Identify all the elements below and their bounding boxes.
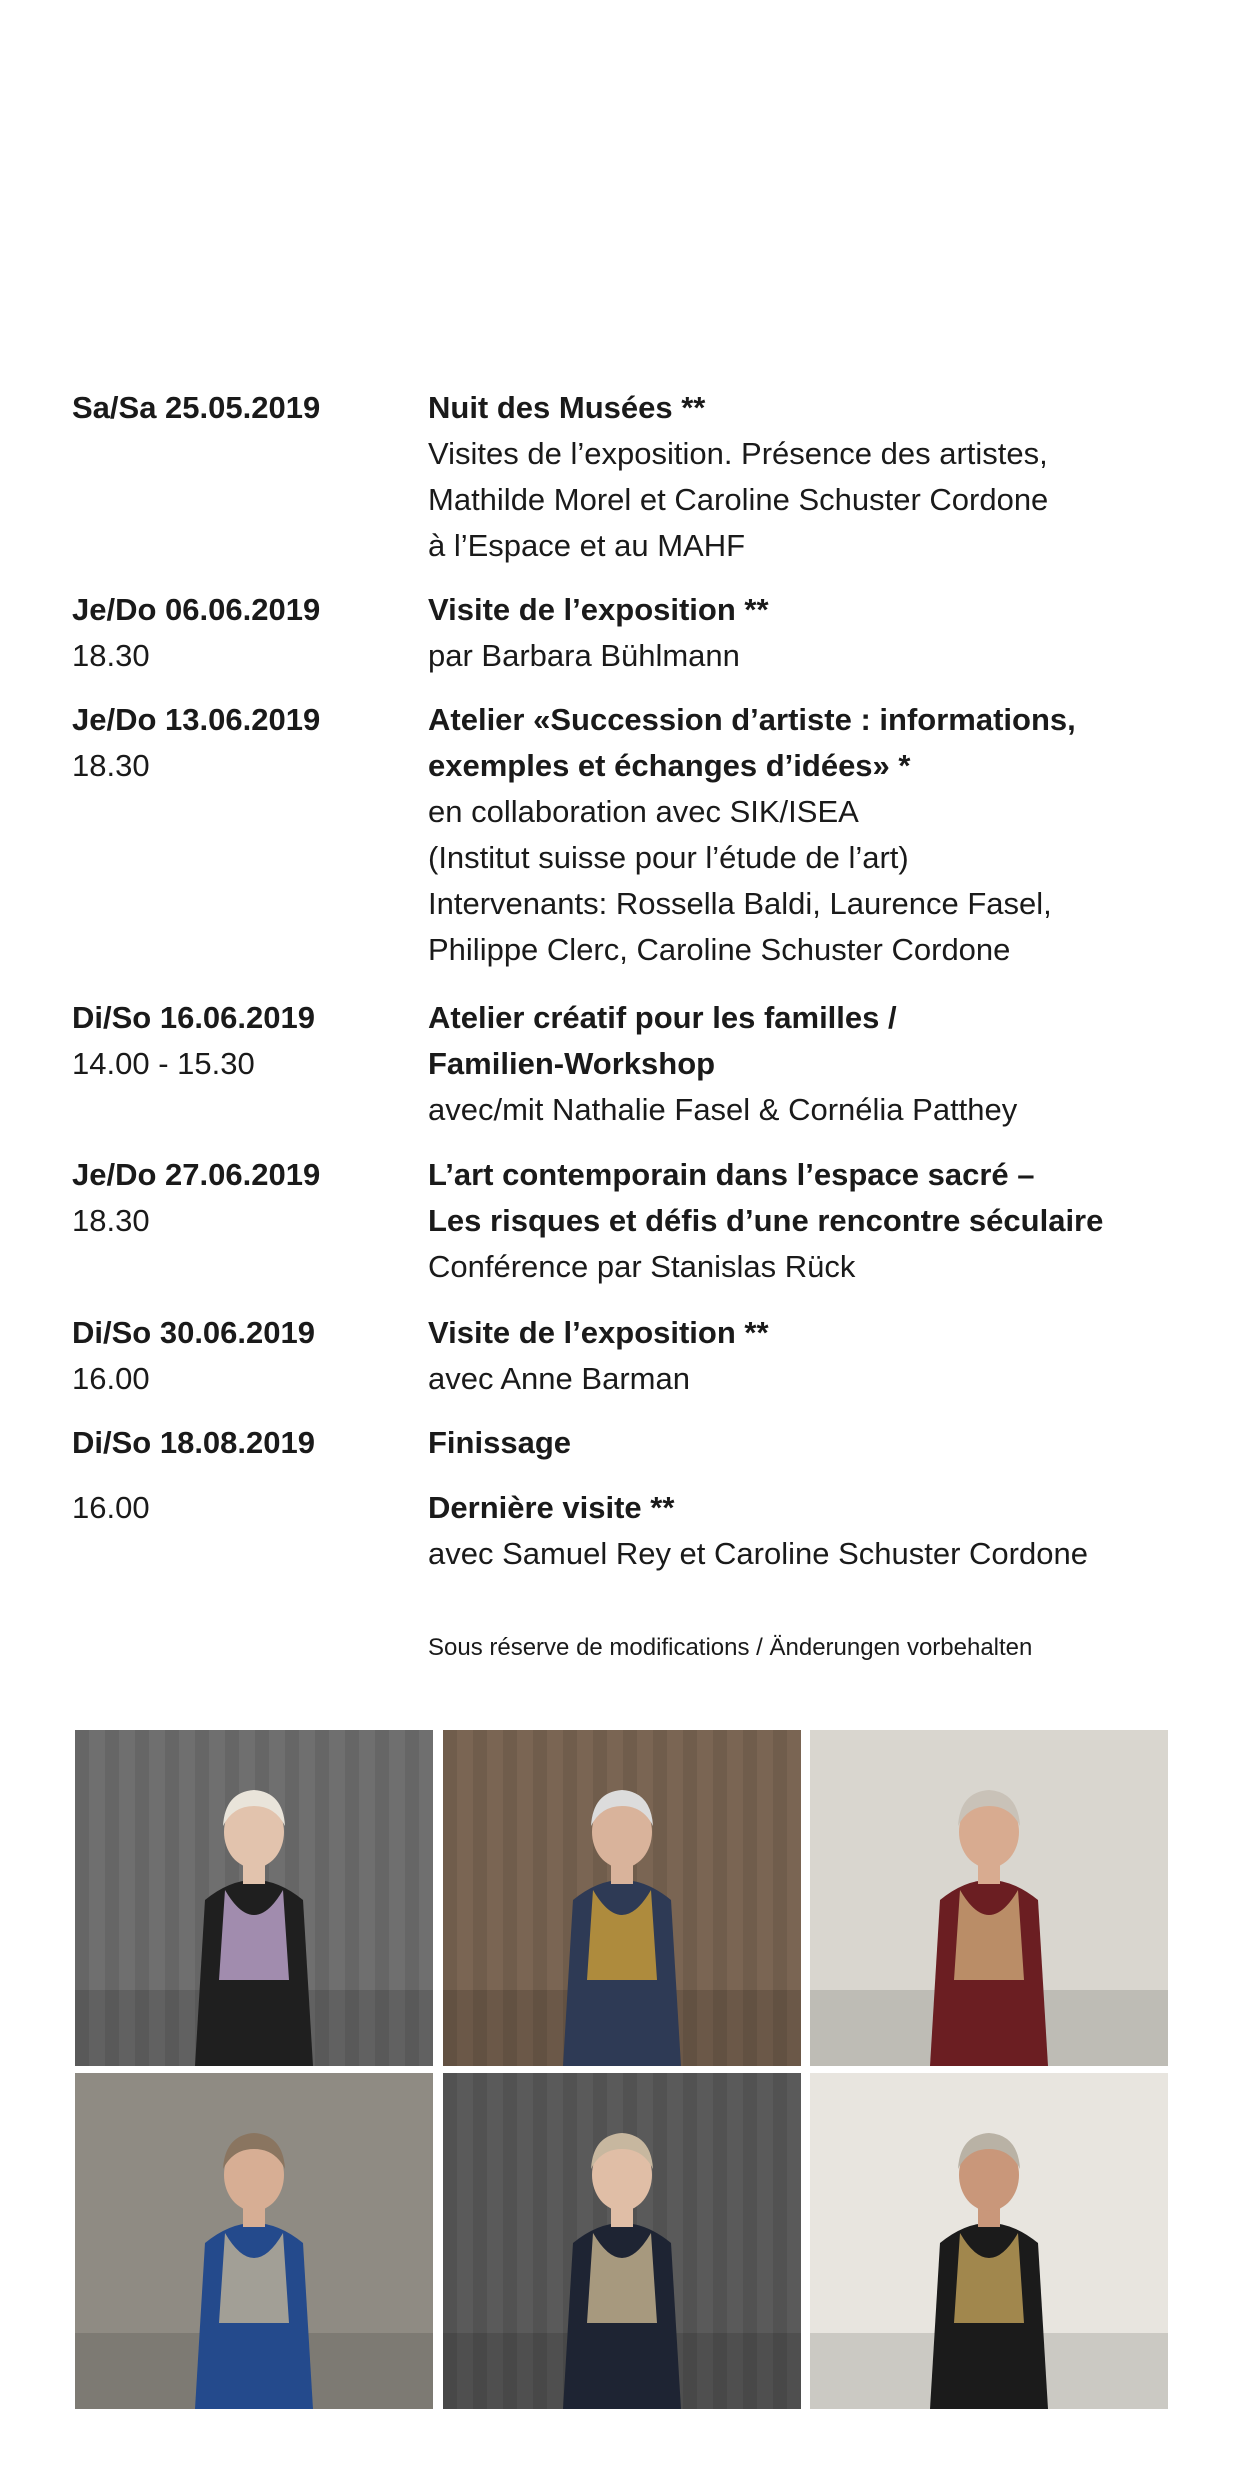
portrait-woman-scarf xyxy=(75,1730,433,2066)
event-description: avec Samuel Rey et Caroline Schuster Cordone xyxy=(428,1536,1088,1571)
disclaimer-note: Sous réserve de modifications / Änderungen vorbehalten xyxy=(428,1634,1033,1661)
event-date: Di/So 18.08.2019 xyxy=(72,1425,315,1460)
event-time: 18.30 xyxy=(72,638,150,673)
event-title: Visite de l’exposition ** xyxy=(428,1315,769,1350)
event-description: avec Anne Barman xyxy=(428,1361,690,1396)
event-title: Nuit des Musées ** xyxy=(428,390,706,425)
event-title: Atelier créatif pour les familles / xyxy=(428,1000,897,1035)
event-time: 16.00 xyxy=(72,1361,150,1396)
portrait-man-black-tshirt xyxy=(810,2073,1168,2409)
portrait-man-red-cardigan xyxy=(810,1730,1168,2066)
event-title: L’art contemporain dans l’espace sacré – xyxy=(428,1157,1035,1192)
portrait-woman-patterned-scarf xyxy=(443,2073,801,2409)
event-time: 14.00 - 15.30 xyxy=(72,1046,255,1081)
event-time: 18.30 xyxy=(72,1203,150,1238)
event-description: (Institut suisse pour l’étude de l’art) xyxy=(428,840,909,875)
event-description: Mathilde Morel et Caroline Schuster Cordone xyxy=(428,482,1049,517)
event-description: Philippe Clerc, Caroline Schuster Cordone xyxy=(428,932,1011,967)
event-title: Familien-Workshop xyxy=(428,1046,716,1081)
event-date: Di/So 16.06.2019 xyxy=(72,1000,315,1035)
event-date: Sa/Sa 25.05.2019 xyxy=(72,390,321,425)
event-date: Di/So 30.06.2019 xyxy=(72,1315,315,1350)
event-description: par Barbara Bühlmann xyxy=(428,638,740,673)
event-description: à l’Espace et au MAHF xyxy=(428,528,746,563)
event-description: en collaboration avec SIK/ISEA xyxy=(428,794,859,829)
event-title: exemples et échanges d’idées» * xyxy=(428,748,911,783)
event-description: Visites de l’exposition. Présence des artistes, xyxy=(428,436,1048,471)
event-description: Intervenants: Rossella Baldi, Laurence Fasel, xyxy=(428,886,1052,921)
event-date: Je/Do 13.06.2019 xyxy=(72,702,321,737)
portrait-man-seated-workshop xyxy=(443,1730,801,2066)
event-time: 16.00 xyxy=(72,1490,150,1525)
event-title: Les risques et défis d’une rencontre séculaire xyxy=(428,1203,1104,1238)
event-title: Visite de l’exposition ** xyxy=(428,592,769,627)
event-title: Atelier «Succession d’artiste : informations, xyxy=(428,702,1076,737)
event-description: Conférence par Stanislas Rück xyxy=(428,1249,856,1284)
event-date: Je/Do 06.06.2019 xyxy=(72,592,321,627)
event-title: Finissage xyxy=(428,1425,571,1460)
event-date: Je/Do 27.06.2019 xyxy=(72,1157,321,1192)
portrait-man-blue-sweater xyxy=(75,2073,433,2409)
event-time: 18.30 xyxy=(72,748,150,783)
event-title: Dernière visite ** xyxy=(428,1490,675,1525)
event-description: avec/mit Nathalie Fasel & Cornélia Patthey xyxy=(428,1092,1018,1127)
